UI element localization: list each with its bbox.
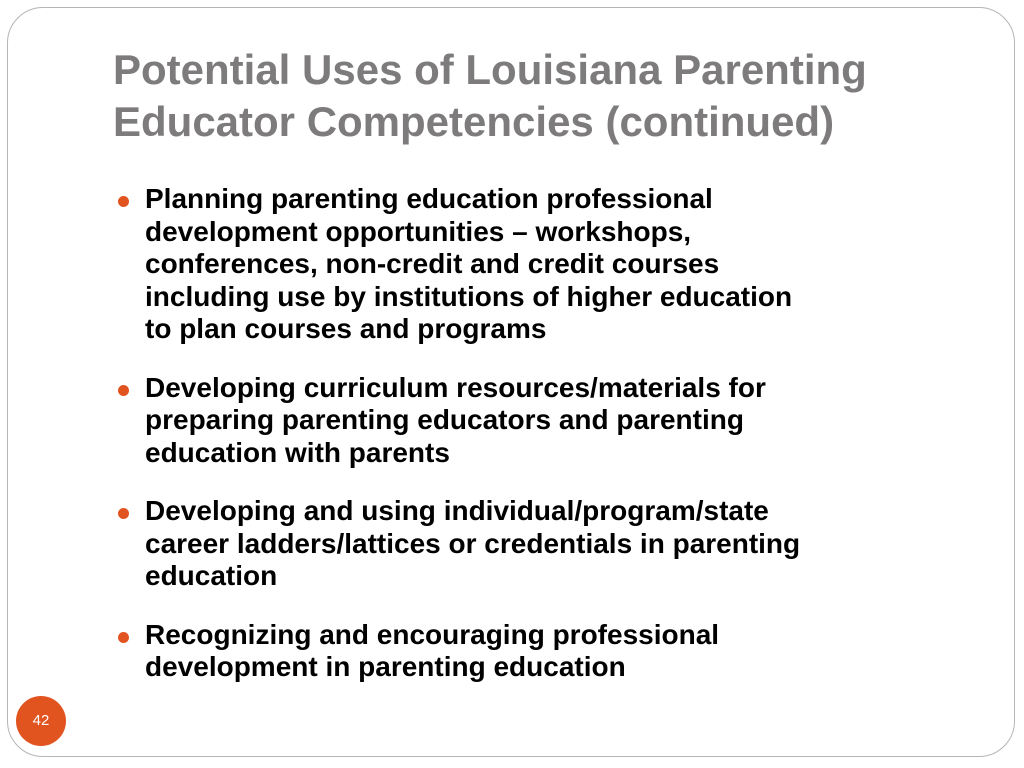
page-number-badge: 42 bbox=[16, 696, 66, 746]
bullet-dot-icon bbox=[118, 196, 129, 207]
bullet-text bbox=[145, 619, 958, 684]
bullet-line: Recognizing and encouraging professional bbox=[145, 618, 720, 650]
bullet-line: Developing and using individual/program/state bbox=[145, 495, 769, 526]
bullet-dot-icon bbox=[118, 632, 129, 643]
bullet-line: preparing parenting educators and parenting bbox=[145, 404, 744, 435]
bullet-line: development in parenting education bbox=[145, 651, 626, 682]
bullet-dot-icon bbox=[118, 508, 129, 519]
bullet-item-professional-development-planning bbox=[118, 183, 958, 346]
bullet-line: development opportunities – workshops, bbox=[145, 215, 692, 247]
bullet-item-curriculum-resources bbox=[118, 372, 958, 470]
bullet-item-recognizing-development bbox=[118, 619, 958, 684]
bullet-text bbox=[145, 495, 958, 593]
bullet-line: including use by institutions of higher education bbox=[145, 280, 793, 312]
bullet-text bbox=[145, 372, 958, 470]
bullet-line: education bbox=[145, 560, 278, 591]
bullet-line: conferences, non-credit and credit courses bbox=[145, 248, 720, 279]
slide-title-line-1: Potential Uses of Louisiana Parenting bbox=[113, 46, 867, 93]
bullet-line: to plan courses and programs bbox=[145, 313, 547, 344]
bullet-line: career ladders/lattices or credentials in parenting bbox=[145, 527, 801, 559]
slide-title bbox=[113, 44, 993, 148]
bullet-dot-icon bbox=[118, 385, 129, 396]
bullet-text bbox=[145, 183, 958, 346]
bullet-list bbox=[118, 183, 958, 710]
bullet-line: education with parents bbox=[145, 436, 450, 468]
bullet-line: Developing curriculum resources/materials for bbox=[145, 371, 766, 403]
bullet-item-career-ladders bbox=[118, 495, 958, 593]
slide-title-line-2: Educator Competencies (continued) bbox=[113, 98, 835, 145]
bullet-line: Planning parenting education professional bbox=[145, 183, 713, 214]
